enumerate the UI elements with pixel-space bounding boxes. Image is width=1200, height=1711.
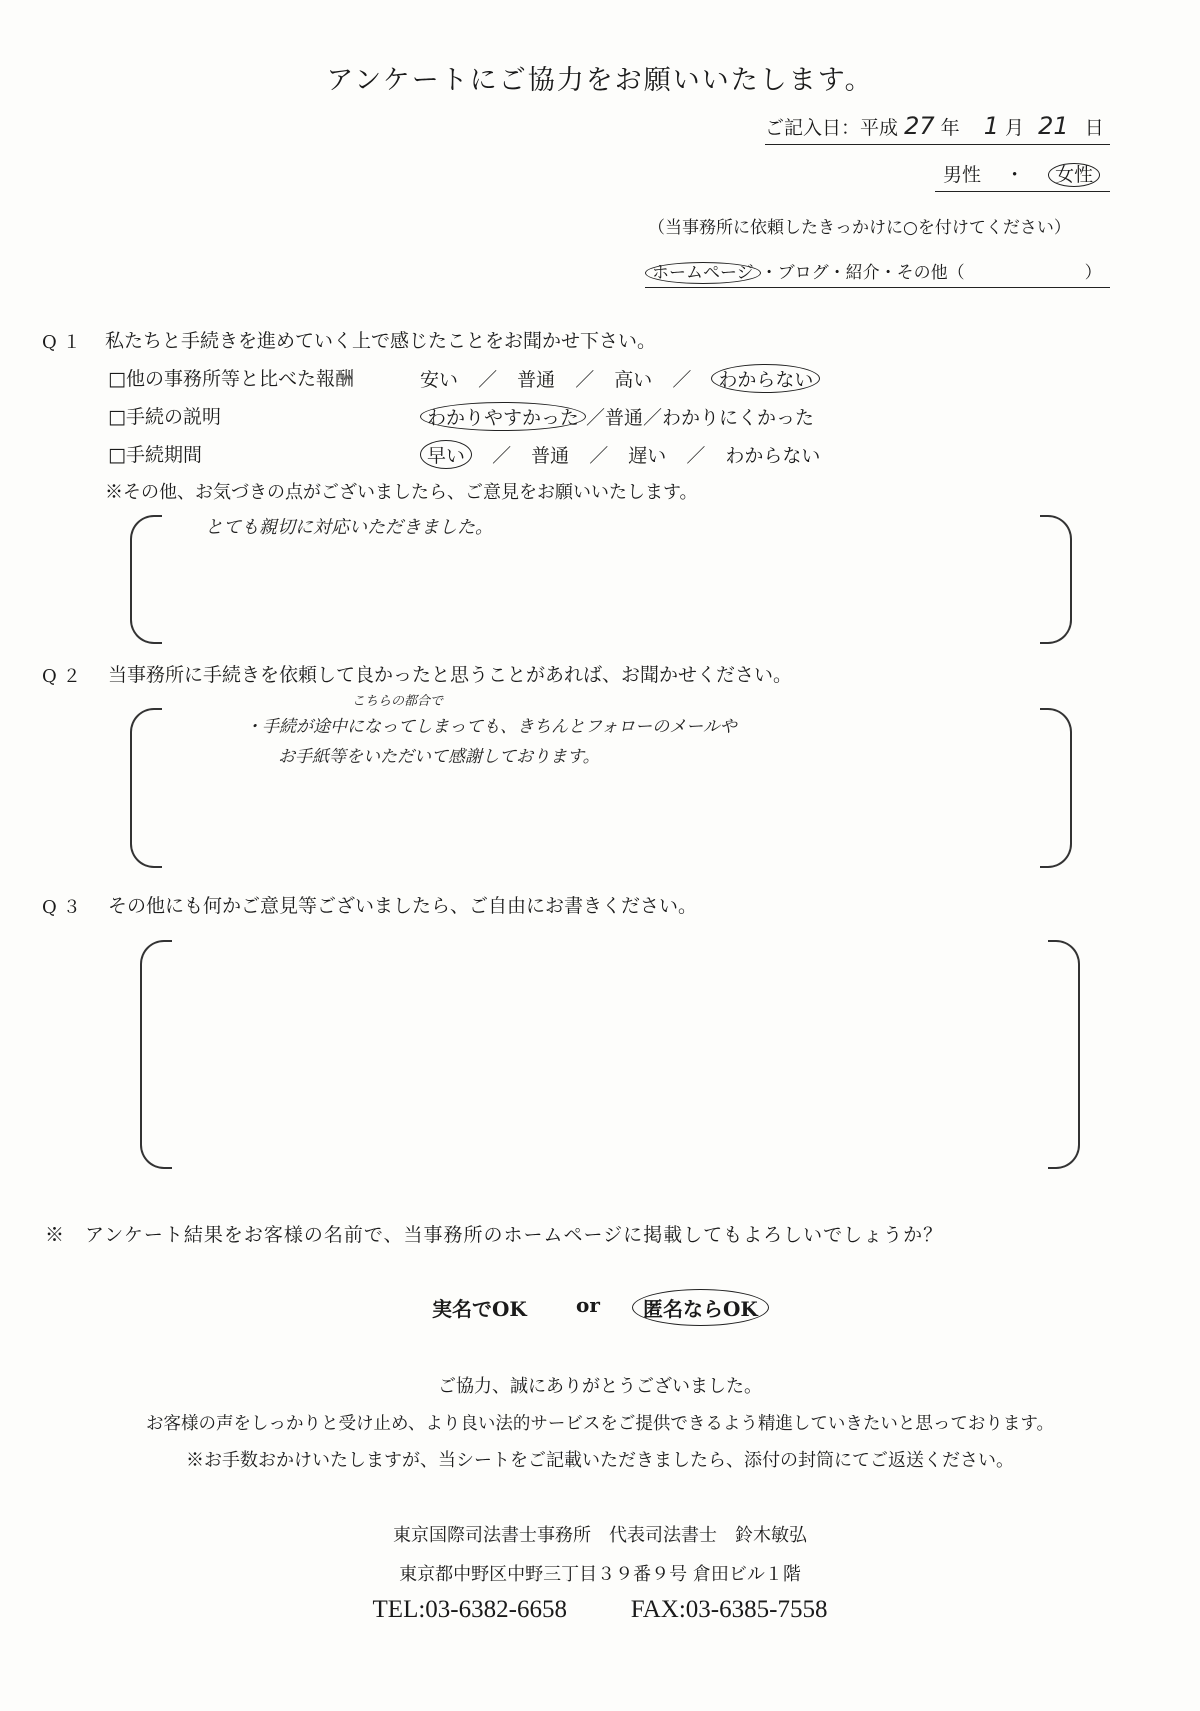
tel-number[interactable]: TEL:03-6382-6658 — [372, 1596, 567, 1623]
source-other-options[interactable]: ・ブログ・紹介・その他（ — [760, 263, 965, 283]
option-expensive[interactable]: 高い — [614, 369, 653, 391]
date-year-unit: 年 — [940, 117, 960, 139]
q1-bracket-right — [1040, 515, 1072, 644]
q2-answer-insert: こちらの都合で — [352, 694, 444, 709]
q3-question: その他にも何かご意見等ございましたら、ご自由にお書きください。 — [108, 895, 698, 917]
q2-answer-line2[interactable]: お手紙等をいただいて感謝しております。 — [278, 747, 600, 767]
publish-or-label: or — [576, 1293, 600, 1317]
gender-female-selected[interactable]: 女性 — [1048, 163, 1100, 187]
q2-bracket-left — [130, 708, 162, 868]
date-month-unit: 月 — [1005, 117, 1025, 139]
publish-real-name-option[interactable]: 実名でOK — [432, 1297, 527, 1321]
date-year-value: 27 — [904, 112, 935, 140]
option-slash: ／ — [589, 445, 609, 467]
office-address: 東京都中野区中野三丁目３９番９号 倉田ビル１階 — [399, 1564, 801, 1585]
closing-return-note: ※お手数おかけいたしますが、当シートをご記載いただきましたら、添付の封筒にてご返送ください。 — [186, 1450, 1014, 1471]
q1-number: Q１ — [42, 332, 87, 353]
q2-number: Q２ — [42, 666, 87, 687]
gender-male[interactable]: 男性 — [943, 164, 982, 186]
q3-bracket-right — [1048, 940, 1080, 1169]
source-homepage-selected[interactable]: ホームページ — [645, 262, 761, 284]
closing-message: お客様の声をしっかりと受け止め、より良い法的サービスをご提供できるよう精進していきたいと思っております。 — [146, 1414, 1054, 1434]
option-normal[interactable]: 普通 — [531, 445, 570, 467]
option-cheap[interactable]: 安い — [420, 369, 459, 391]
option-easy-selected[interactable]: わかりやすかった — [420, 402, 586, 431]
q1-bracket-left — [130, 515, 162, 644]
option-normal[interactable]: 普通 — [517, 369, 556, 391]
publish-question: ※ アンケート結果をお客様の名前で、当事務所のホームページに掲載してもよろしいでしょうか？ — [45, 1224, 944, 1246]
q2-answer-line1[interactable]: ・手続が途中になってしまっても、きちんとフォローのメールや — [245, 717, 737, 737]
option-slash: ／ — [492, 445, 512, 467]
source-close-paren: ） — [1084, 263, 1102, 283]
option-slash: ／ — [686, 445, 706, 467]
trigger-instruction: （当事務所に依頼したきっかけに○を付けてください） — [648, 218, 1071, 238]
option-fast-selected[interactable]: 早い — [420, 440, 472, 469]
option-normal[interactable]: ／普通／ — [586, 407, 663, 429]
q1-comment-note: ※その他、お気づきの点がございましたら、ご意見をお願いいたします。 — [105, 482, 698, 503]
q3-answer-area[interactable] — [175, 945, 1045, 1160]
date-label: ご記入日：平成 — [765, 117, 899, 139]
date-month-value: 1 — [983, 112, 999, 140]
q1-row-period-label: □手続期間 — [108, 444, 202, 466]
option-unknown-selected[interactable]: わからない — [711, 364, 820, 393]
q1-answer-text[interactable]: とても親切に対応いただきました。 — [205, 517, 493, 538]
gender-separator: ・ — [1005, 164, 1025, 186]
date-row[interactable] — [765, 112, 1110, 145]
office-name: 東京国際司法書士事務所 代表司法書士 鈴木敏弘 — [393, 1525, 807, 1546]
q1-row-period-options[interactable] — [420, 440, 820, 469]
date-day-value: 21 — [1038, 112, 1069, 140]
publish-anonymous-option-selected[interactable]: 匿名ならOK — [632, 1289, 769, 1326]
option-slow[interactable]: 遅い — [628, 445, 667, 467]
q1-row-fee-options[interactable] — [420, 364, 820, 393]
q1-question: 私たちと手続きを進めていく上で感じたことをお聞かせ下さい。 — [105, 330, 657, 352]
q2-bracket-right — [1040, 708, 1072, 868]
q3-bracket-left — [140, 940, 172, 1169]
option-slash: ／ — [575, 369, 595, 391]
option-slash: ／ — [672, 369, 692, 391]
fax-number: FAX:03-6385-7558 — [630, 1596, 828, 1623]
q1-row-fee-label: □他の事務所等と比べた報酬 — [108, 368, 354, 390]
option-unknown[interactable]: わからない — [725, 445, 821, 467]
q1-row-explanation-label: □手続の説明 — [108, 406, 221, 428]
option-slash: ／ — [478, 369, 498, 391]
q1-row-explanation-options[interactable] — [420, 402, 814, 431]
date-day-unit: 日 — [1084, 117, 1104, 139]
q2-question: 当事務所に手続きを依頼して良かったと思うことがあれば、お聞かせください。 — [108, 664, 793, 686]
q3-number: Q３ — [42, 897, 87, 918]
option-hard[interactable]: わかりにくかった — [662, 407, 815, 429]
closing-thanks: ご協力、誠にありがとうございました。 — [438, 1376, 762, 1397]
source-row[interactable] — [645, 258, 1110, 288]
gender-row[interactable] — [935, 160, 1110, 192]
page-title: アンケートにご協力をお願いいたします。 — [326, 65, 874, 96]
contact-row — [0, 1596, 1200, 1624]
